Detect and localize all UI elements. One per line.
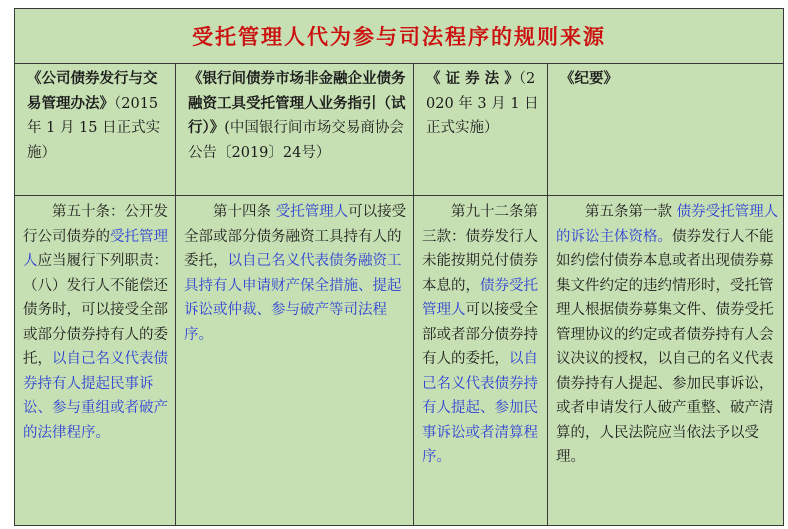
- header-1-note: （2015 年 1 月 15 日正式实施）: [27, 95, 161, 161]
- header-cell-1: [15, 63, 175, 195]
- body-1-highlight-a: 受托管理人: [23, 228, 168, 269]
- header-3-note: （2020 年 3 月 1 日正式实施）: [426, 71, 539, 136]
- table-grid: [15, 63, 783, 525]
- header-cell-3: [414, 63, 547, 195]
- body-cell-2: [176, 196, 413, 527]
- body-3-text-a: 第九十二条第三款：债券发行人未能按期兑付债券本息的，: [422, 204, 538, 294]
- header-3-name: 《 证 券 法 》: [426, 70, 519, 87]
- header-2-name: 《银行间债券市场非金融企业债务融资工具受托管理人业务指引（试行）》: [188, 70, 406, 136]
- body-4-text-a: 第五条第一款: [585, 204, 677, 220]
- body-4-highlight-a: 债券受托管理人的诉讼主体资格。: [556, 204, 779, 245]
- body-1-text-a: 第五十条：公开发行公司债券的: [23, 204, 168, 245]
- header-1-name: 《公司债券发行与交易管理办法》: [27, 70, 158, 112]
- body-3-text-b: 可以接受全部或者部分债券持有人的委托，: [422, 302, 538, 367]
- body-cell-3: [414, 196, 547, 527]
- body-cell-1: [15, 196, 175, 527]
- header-cell-2: [176, 63, 413, 195]
- rules-table: [14, 8, 784, 526]
- body-1-text-b: 应当履行下列职责：（八）发行人不能偿还债务时，可以接受全部或部分债券持有人的委托，: [23, 253, 168, 367]
- body-4-text-b: 债券发行人不能如约偿付债券本息或者出现债券募集文件约定的违约情形时，受托管理人根据债券募集文件、债券受托管理协议的约定或者债券持有人会议决议的授权，以自己的名义代表债券持有人提起、参加民事诉讼，或者申请发行人破产重整、破产清算的，人民法院应当依法予以受理。: [556, 228, 774, 465]
- table-title: 受托管理人代为参与司法程序的规则来源: [15, 9, 783, 64]
- body-2-text-b: 可以接受全部或部分债务融资工具持有人的委托，: [184, 204, 407, 269]
- body-2-highlight-a: 受托管理人: [275, 204, 349, 220]
- header-cell-4: [548, 63, 785, 195]
- body-1-highlight-b: 以自己名义代表债券持有人提起民事诉讼、参与重组或者破产的法律程序。: [23, 351, 168, 441]
- body-3-highlight-a: 债券受托管理人: [422, 277, 538, 318]
- body-3-highlight-b: 以自己名义代表债券持有人提起、参加民事诉讼或者清算程序。: [422, 351, 538, 465]
- body-cell-4: [548, 196, 785, 527]
- body-2-highlight-b: 以自己名义代表债务融资工具持有人申请财产保全措施、提起诉讼或仲裁、参与破产等司法程序。: [184, 253, 402, 343]
- body-2-text-a: 第十四条: [213, 204, 276, 220]
- header-4-name: 《纪要》: [560, 70, 618, 87]
- header-2-note: (中国银行间市场交易商协会公告〔2019〕24号）: [188, 120, 404, 161]
